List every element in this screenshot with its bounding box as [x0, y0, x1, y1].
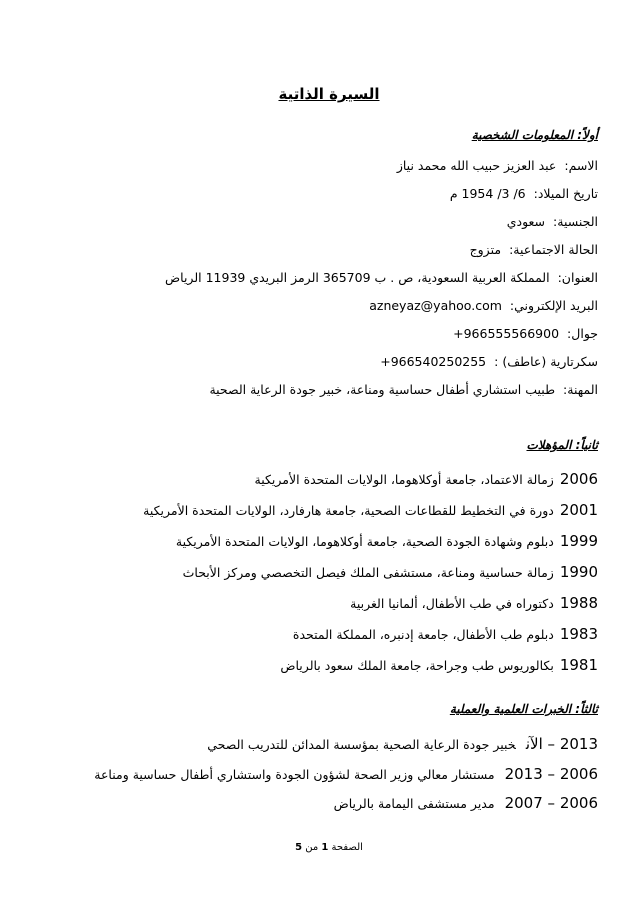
nationality-row — [507, 214, 598, 229]
mobile-value: +966555566900 — [453, 326, 560, 341]
experience-period: 2006 – 2013 — [504, 765, 598, 783]
address-row — [165, 270, 598, 285]
experience-text: خبير جودة الرعاية الصحية بمؤسسة المدائن للتدريب الصحي — [207, 737, 516, 752]
qualification-year: 1990 — [559, 563, 598, 581]
qualification-text: دورة في التخطيط للقطاعات الصحية، جامعة هارفارد، الولايات المتحدة الأمريكية — [143, 503, 554, 518]
name-row — [397, 158, 598, 173]
experience-heading: ثالثاً: الخبرات العلمية والعملية — [449, 702, 598, 716]
name-label: الاسم: — [564, 158, 598, 173]
document-title: السيرة الذاتية — [278, 85, 380, 103]
qualification-year: 2001 — [559, 501, 598, 519]
qualification-year: 1981 — [559, 656, 598, 674]
total-pages: 5 — [295, 842, 303, 853]
qualifications-heading: ثانياً: المؤهلات — [526, 438, 598, 452]
personal-info-heading: أولاً: المعلومات الشخصية — [471, 128, 598, 142]
address-label: العنوان: — [557, 270, 598, 285]
experience-item — [334, 794, 598, 812]
qualification-year: 1988 — [559, 594, 598, 612]
experience-period: 2013 – الآن — [525, 735, 598, 753]
qualification-item — [176, 532, 598, 550]
qualification-item — [350, 594, 598, 612]
secretary-value: +966540250255 — [380, 354, 487, 369]
marital-status-row — [470, 242, 598, 257]
profession-row — [209, 382, 598, 397]
current-page: 1 — [321, 842, 329, 853]
secretary-label: سكرتارية (عاطف) : — [494, 354, 598, 369]
birthdate-label: تاريخ الميلاد: — [533, 186, 598, 201]
name-value: عبد العزيز حبيب الله محمد نياز — [396, 158, 557, 173]
mobile-row — [453, 326, 598, 341]
page-number — [0, 842, 638, 853]
birthdate-row — [450, 186, 598, 201]
email-value: azneyaz@yahoo.com — [369, 298, 502, 313]
page-of: من — [305, 842, 319, 853]
experience-text: مستشار معالي وزير الصحة لشؤون الجودة واستشاري أطفال حساسية ومناعة — [94, 767, 495, 782]
marital-status-value: متزوج — [469, 242, 502, 257]
birthdate-value: 6/ 3/ 1954 م — [449, 186, 526, 201]
secretary-row — [380, 354, 598, 369]
qualification-text: دبلوم طب الأطفال، جامعة إدنبره، المملكة المتحدة — [292, 627, 554, 642]
profession-label: المهنة: — [563, 382, 598, 397]
qualification-text: دبلوم وشهادة الجودة الصحية، جامعة أوكلاهوما، الولايات المتحدة الأمريكية — [175, 534, 554, 549]
marital-status-label: الحالة الاجتماعية: — [509, 242, 598, 257]
qualification-item — [255, 470, 598, 488]
nationality-label: الجنسية: — [553, 214, 598, 229]
qualification-text: بكالوريوس طب وجراحة، جامعة الملك سعود بالرياض — [280, 658, 554, 673]
page-prefix: الصفحة — [331, 842, 363, 853]
qualification-year: 2006 — [559, 470, 598, 488]
experience-period: 2006 – 2007 — [504, 794, 598, 812]
email-row — [369, 298, 598, 313]
qualification-item — [143, 501, 598, 519]
email-label: البريد الإلكتروني: — [509, 298, 598, 313]
qualification-item — [293, 625, 598, 643]
mobile-label: جوال: — [567, 326, 598, 341]
qualification-text: دكتوراه في طب الأطفال، ألمانيا الغربية — [350, 596, 554, 611]
qualification-year: 1983 — [559, 625, 598, 643]
qualification-text: زمالة الاعتماد، جامعة أوكلاهوما، الولايات المتحدة الأمريكية — [254, 472, 554, 487]
qualification-text: زمالة حساسية ومناعة، مستشفى الملك فيصل التخصصي ومركز الأبحاث — [182, 565, 554, 580]
qualification-year: 1999 — [559, 532, 598, 550]
experience-item — [207, 735, 598, 753]
address-value: المملكة العربية السعودية، ص . ب 365709 الرمز البريدي 11939 الرياض — [165, 270, 550, 285]
qualification-item — [183, 563, 598, 581]
experience-text: مدير مستشفى اليمامة بالرياض — [333, 796, 495, 811]
qualification-item — [280, 656, 598, 674]
nationality-value: سعودي — [506, 214, 546, 229]
profession-value: طبيب استشاري أطفال حساسية ومناعة، خبير جودة الرعاية الصحية — [209, 382, 556, 397]
experience-item — [94, 765, 598, 783]
